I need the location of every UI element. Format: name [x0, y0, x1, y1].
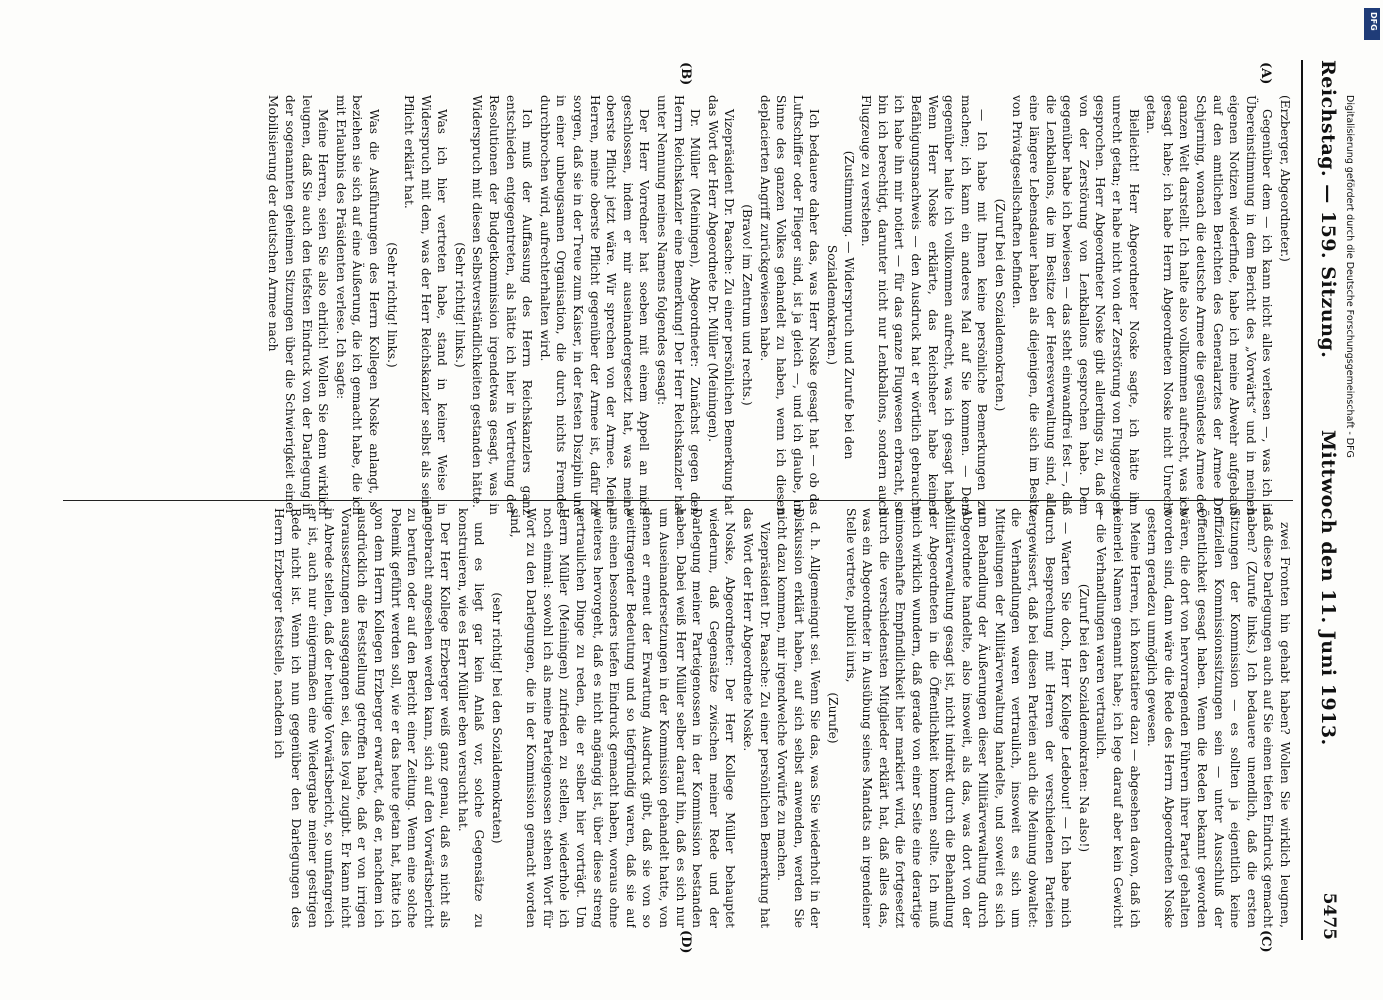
paragraph: Der Herr Vorredner hat soeben mit einem Appell an mich geschlossen, indem er mir auseinandergesetzt hat, was meine oberste Pflicht jetzt wäre. Wir sprechen von der Armee. Meine Herren, meine oberste Pflicht gegenüber der Armee ist, dafür zu sorgen, daß sie in der Treue zum Kaiser, in der festen Disziplin und in einer unbeugsamen Organisation, die durch nichts Fremdes durchbrochen wird, aufrechterhalten wird.	[537, 95, 652, 515]
margin-letter-b: (B)	[678, 62, 693, 86]
paragraph: Ich bedauere daher das, was Herr Noske gesagt hat — ob das Luftschiffer oder Flieger sind, ist ja gleich —, und ich glaube, im Sinne des ganzen Volkes gehandelt zu haben, wenn ich diesen deplacierten Angriff zurückgewiesen habe.	[757, 95, 822, 515]
paragraph: zwei Fronten hin gehabt haben? Wollen Sie wirklich leugnen, daß diese Darlegungen auch auf Sie einen tiefen Eindruck gemacht haben? (Zurufe links.) Ich bedauere unendlich, daß die ersten Sitzungen der Kommission — es sollten ja eigentlich keine offiziellen Kommissionssitzungen sein — unter Ausschluß der Öffentlichkeit gesagt haben. Wenn die Reden bekannt geworden wären, die dort von hervorragenden Führern ihrer Partei gehalten worden sind, dann wäre die Rede des Herrn Abgeordneten Noske gestern geradezu unmöglich gewesen.	[1145, 508, 1292, 928]
paragraph: Was ich hier vertreten habe, stand in keiner Weise in Widerspruch mit dem, was der Herr Reichskanzler selbst als seine Pflicht erklärt hat.	[402, 95, 450, 515]
digitization-credit: Digitalisierung gefördert durch die Deutsche Forschungsgemeinschaft - DFG	[1344, 95, 1355, 458]
header-center: Mittwoch den 11. Juni 1913.	[1317, 430, 1339, 746]
dfg-logo	[1364, 8, 1380, 40]
header-rule	[1301, 60, 1303, 940]
dfg-logo-text: DFG	[1369, 12, 1378, 31]
paragraph: Vizepräsident Dr. Paasche: Zu einer persönlichen Bemerkung hat das Wort der Herr Abgeordnete Noske.	[741, 508, 772, 928]
paragraph: Vizepräsident Dr. Paasche: Zu einer persönlichen Bemerkung hat das Wort der Herr Abgeordnete Dr. Müller (Meiningen).	[705, 95, 737, 515]
paragraph: (Zuruf bei den Sozialdemokraten: Na also!)	[1076, 583, 1091, 853]
paragraph: Dr. Müller (Meiningen), Abgeordneter: Zunächst gegen den Herrn Reichskanzler eine Bemerkung! Der Herr Reichskanzler hat unter Nennung meines Namens folgendes gesagt:	[655, 95, 703, 515]
paragraph: Was die Ausführungen des Herrn Kollegen Noske anlangt, so beziehen sie sich auf eine Äußerung, die ich gemacht habe, die ich mit Erlaubnis des Präsidenten verlese. Ich sagte:	[333, 95, 381, 515]
paragraph: Bielleicht! Herr Abgeordneter Noske sagte, ich hätte ihm unrecht getan; er habe nicht von der Zerstörung von Fluggezeugen gesprochen. Herr Abgeordneter Noske gibt allerdings zu, daß er von der Zerstörung von Lenkballons gesprochen habe. Dem gegenüber habe ich bewiesen — das steht einwandfrei fest —, daß die Lenkballons, die im Besitze der Heeresverwaltung sind, alle eine längere Lebensdauer haben als diejenigen, die sich im Besitz von Privatgesellschaften befinden.	[1010, 95, 1141, 515]
paragraph: d. h. Allgemeingut sei. Wenn Sie das, was Sie wiederholt in der Diskussion erklärt haben, auf sich selbst anwenden, werden Sie nicht dazu kommen, mir irgendwelche Vorwürfe zu machen.	[775, 508, 823, 928]
paragraph: (Sehr richtig! links.)	[452, 242, 467, 368]
paragraph: Meine Herren, seien Sie also ehrlich! Wollen Sie denn wirklich leugnen, daß Sie auch den tiefsten Eindruck von der Darlegung in der sogenannten geheimen Sitzungen über die Schwierigkeit einer Mobilisierung der deutschen Armee nach	[266, 95, 331, 515]
margin-letter-d: (D)	[678, 930, 693, 954]
paragraph: und es liegt gar kein Anlaß vor, solche Gegensätze zu konstruieren, wie es Herr Müller eben versucht hat.	[455, 508, 487, 928]
paragraph: Meine Herren, ich konstatiere dazu — abgesehen davon, daß ich keinerlei Namen genannt habe; ich lege darauf aber kein Gewicht — die Verhandlungen waren vertraulich.	[1094, 508, 1142, 928]
paragraph: — Warten Sie doch, Herr Kollege Ledebour! — Ich habe mich durch Besprechung mit Herren der verschiedenen Parteien vergewissert, daß bei diesen Parteien auch die Meinung obwaltet: die Verhandlungen waren vertraulich, insoweit es sich um Mitteilungen der Militärverwaltung handelte, und soweit es sich um Behandlung der Äußerungen dieser Militärverwaltung durch Abgeordnete handelte, also insoweit, als das, was dort von der Militärverwaltung gesagt ist, nicht indirekt durch die Behandlung der Abgeordneten in die Öffentlichkeit kommen sollte. Ich muß mich wirklich wundern, daß gerade von einer Seite eine derartige mimosenhafte Empfindlichkeit hier markiert wird, die fortgesetzt durch die verschiedensten Mitglieder erklärt hat, daß alles das, was ein Abgeordneter in Ausübung seines Mandats an irgendeiner Stelle vertrete, publici iuris,	[843, 508, 1074, 928]
margin-letter-a: (A)	[1258, 62, 1273, 85]
paragraph: (Zurufe)	[825, 692, 840, 744]
paragraph: (Sehr richtig! links.)	[384, 242, 399, 368]
paragraph: Gegenüber dem — ich kann nicht alles verlesen —, was ich in Übereinstimmung in dem Bericht des „Vorwärts“ und in meinen eigenen Notizen wiederfinde, habe ich meine Abwehr aufgebaut auf den amtlichen Berichten des Generalarztes der Armee Dr. Schjerning, wonach die deutsche Armee die gesündeste Armee der ganzen Welt darstellt. Ich halte also vollkommen aufrecht, was ich gesagt habe; ich habe Herrn Abgeordneten Noske nicht Unrecht getan.	[1144, 95, 1275, 515]
column-divider	[63, 500, 1293, 501]
right-column	[63, 508, 1293, 928]
paragraph: Der Herr Kollege Erzberger weiß ganz genau, daß es nicht als angebracht angesehen werden kann, sich auf den Vorwärtsbericht zu berufen oder auf den Bericht einer Zeitung. Wenn eine solche Polemik geführt werden soll, wie er das heute getan hat, hätte ich von dem Herrn Kollegen Erzberger erwartet, daß er, nachdem ich ausdrücklich die Feststellung getroffen habe, daß er von irrigen Voraussetzungen ausgegangen sei, dies loyal zugibt. Er kann nicht in Abrede stellen, daß der heutige Vorwärtsbericht, so umfangreich er ist, auch nur einigermaßen eine Wiedergabe meiner gestrigen Rede nicht ist. Wenn ich nun gegenüber den Darlegungen des Herrn Erzberger feststelle, nachdem ich	[272, 508, 453, 928]
paragraph: (sehr richtig! bei den Sozialdemokraten)	[490, 592, 505, 844]
left-column	[63, 95, 1293, 515]
paragraph: Noske, Abgeordneter: Der Herr Kollege Müller behauptet wiederum, daß Gegensätze zwischen meiner Rede und der Darlegung meiner Parteigenossen in der Kommission bestanden haben. Dabei weiß Herr Müller selber darauf hin, daß es sich nur um Auseinandersetzungen in der Kommission gehandelt hatte, von denen er erneut der Erwartung Ausdruck gibt, daß sie von so weittragender Bedeutung und so tiefgründig waren, daß sie auf uns einen besonders tiefen Eindruck gemacht haben, woraus ohne weiteres hervorgeht, daß es nicht angängig ist, über diese streng vertraulichen Dinge zu reden, die er selber hier vorträgt. Um Herrn Müller (Meiningen) zufrieden zu stellen, wiederhole ich noch einmal: sowohl ich als meine Parteigenossen stehen Wort für Wort zu den Darlegungen, die in der Kommission gemacht worden sind,	[507, 508, 738, 928]
paragraph: Ich muß der Auffassung des Herrn Reichskanzlers ganz entschieden entgegentreten, als hätte ich hier in Vertretung der Resolutionen der Budgetkommission irgendetwas gesagt, was in Widerspruch mit diesen Selbstverständlichkeiten gestanden hätte.	[470, 95, 535, 515]
paragraph: (Zustimmung. — Widerspruch und Zurufe bei den Sozialdemokraten.)	[824, 150, 856, 460]
page-number: 5475	[1319, 892, 1339, 940]
paragraph: — Ich habe mit Ihnen keine persönliche Bemerkungen zu machen; ich kann ein anderes Mal auf Sie kommen. — Dem gegenüber halte ich vollkommen aufrecht, was ich gesagt habe. Wenn Herr Noske erklärte, das Reichsheer habe keinen Befähigungsnachweis — den Ausdruck hat er wörtlich gebraucht; ich habe ihn mir notiert — für das ganze Flugwesen erbracht, so bin ich berechtigt, darunter nicht nur Lenkballons, sondern auch Flugzeuge zu verstehen.	[859, 95, 990, 515]
paragraph: (Bravo! im Zentrum und rechts.)	[740, 204, 754, 406]
running-header	[1305, 60, 1345, 940]
header-left: Reichstag. — 159. Sitzung.	[1317, 60, 1339, 359]
speaker-note: (Erzberger, Abgeordneter.)	[1278, 95, 1292, 262]
paragraph: (Zuruf bei den Sozialdemokraten.)	[992, 198, 1007, 412]
margin-letter-c: (C)	[1258, 930, 1273, 953]
